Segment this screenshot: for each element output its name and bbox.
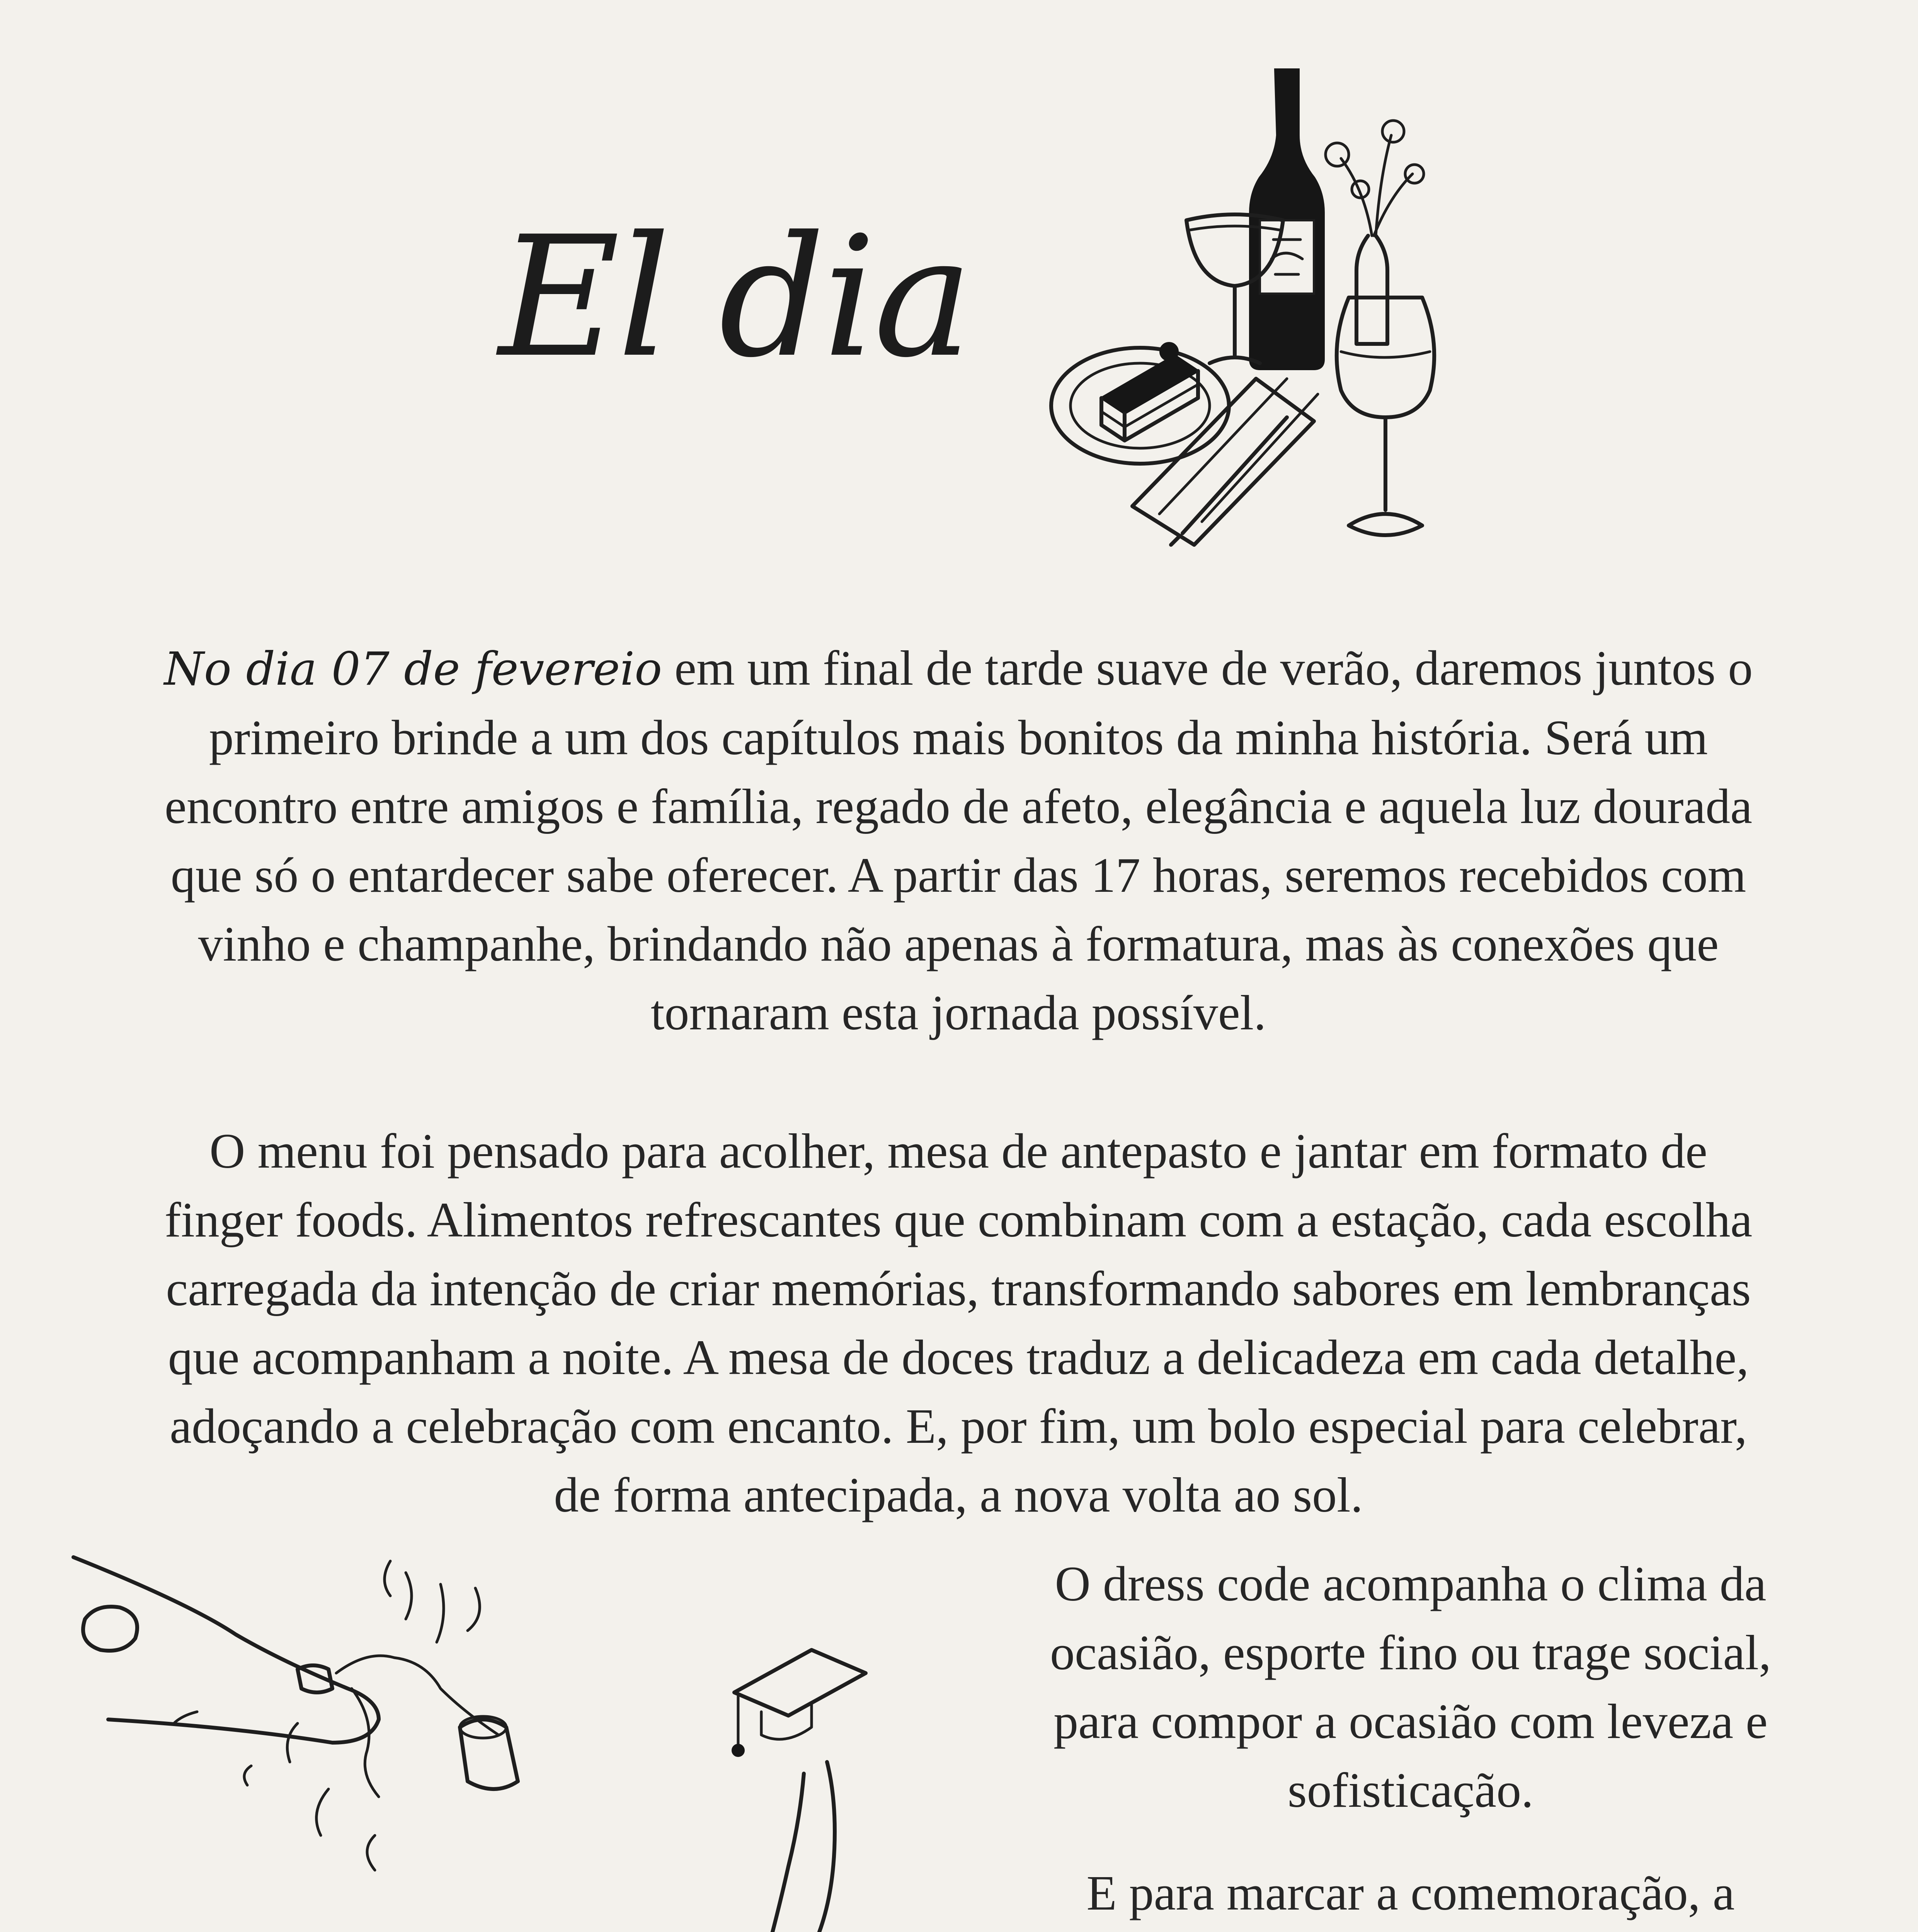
- page-title: El dia: [499, 201, 971, 394]
- flower-vase-icon: [1326, 121, 1424, 344]
- paragraph-menu: O menu foi pensado para acolher, mesa de antepasto e jantar em formato de finger foods. Alimentos refrescantes que combinam com a estação, cada escolha carregada da intenção de criar memórias, transformando sabores em lembranças que acompanham a noite. A mesa de doces traduz a delicadeza em cada detalhe, adoçando a celebração com encanto. E, por fim, um bolo especial para celebrar, de forma antecipada, a nova volta ao sol.: [164, 1124, 1753, 1522]
- date-script: No dia 07 de fevereio: [164, 642, 662, 696]
- cake-slice-icon: [1051, 343, 1229, 464]
- paragraph-dress-code: O dress code acompanha o clima da ocasião, esporte fino ou trage social, para compor a ocasião com leveza e sofisticação.: [1050, 1556, 1771, 1818]
- wine-bottle-icon: [1250, 70, 1324, 369]
- graduate-figure-icon: [495, 1762, 835, 1932]
- paragraph-music: E para marcar a comemoração, a: [1086, 1866, 1735, 1920]
- wine-table-icon: [1043, 58, 1488, 580]
- champagne-bottle-icon: [73, 1557, 499, 1870]
- champagne-celebration-icon: [58, 1542, 1024, 1932]
- paragraph-intro: [147, 634, 1770, 1047]
- paragraph-intro-text: em um final de tarde suave de verão, daremos juntos o primeiro brinde a um dos capítulos mais bonitos da minha história. Será um encontro entre amigos e família, regado de afeto, elegância e aquela luz dourada que só o entardecer sabe oferecer. A partir das 17 horas, seremos recebidos com vinho e champanhe, brindando não apenas à formatura, mas às conexões que tornaram esta jornada possível.: [164, 641, 1753, 1040]
- graduation-cap-icon: [733, 1650, 866, 1756]
